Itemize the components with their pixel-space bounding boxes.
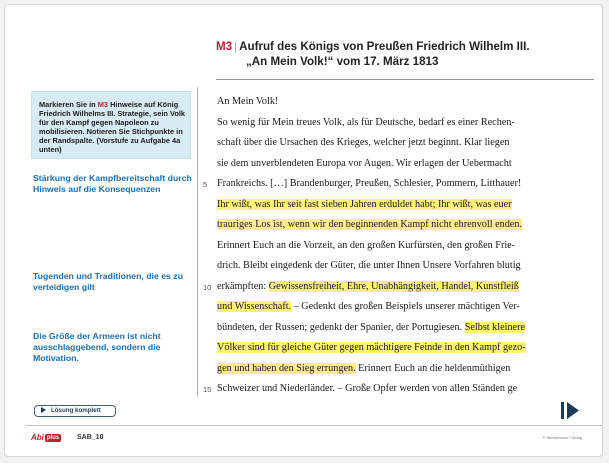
text-segment: Frankreichs. […] Brandenburger, Preußen, Schlesier, Pommern, Litthauer! — [217, 178, 522, 189]
logo-badge: plus — [46, 435, 60, 441]
text-segment: schaft über die Ursachen des Krieges, welcher jetzt beginnt. Klar liegen — [217, 137, 510, 148]
text-line — [217, 177, 521, 191]
worksheet-page — [4, 4, 603, 457]
sidebar-divider — [197, 87, 198, 397]
source-title — [216, 39, 586, 69]
task-text: Hinweise auf König Friedrich Wilhelms III. Strategie, sein Volk für den Kampf gegen Napoleon zu mobilisieren. Notieren Sie Stichpunkte in der Randspalte. (Vorstufe zu Aufgabe 4a unten) — [39, 100, 186, 154]
text-line — [217, 321, 525, 335]
text-segment: Erinnert Euch an die heldenmüthigen — [355, 362, 511, 374]
text-line — [217, 116, 515, 130]
text-segment: erkämpften: — [217, 280, 269, 292]
task-prefix: Markieren Sie in — [39, 100, 98, 109]
text-line — [217, 95, 278, 109]
text-segment: bündeten, der Russen; gedenkt der Spanier, der Portugiesen. — [217, 321, 465, 333]
title-divider — [216, 79, 594, 80]
highlighted-text: Selbst kleinere — [464, 321, 525, 333]
title-separator: | — [234, 40, 238, 53]
text-line — [217, 218, 522, 232]
line-number: 15 — [203, 385, 212, 394]
footer-divider — [25, 425, 603, 426]
title-line-2: „An Mein Volk!“ vom 17. März 1813 — [246, 55, 439, 68]
solution-button[interactable] — [34, 405, 116, 417]
task-box — [31, 91, 191, 159]
text-line — [217, 362, 510, 376]
text-line — [217, 157, 512, 171]
margin-note-3: Die Größe der Armeen ist nicht ausschlaggebend, sondern die Motivation. — [33, 331, 161, 363]
line-number: 10 — [203, 282, 212, 292]
title-line-1: Aufruf des Königs von Preußen Friedrich Wilhelm III. — [239, 40, 530, 53]
highlighted-text: Völker sind für gleiche Güter gegen mächtigere Feinde in den Kampf gezo- — [217, 342, 526, 353]
text-segment: sie dem unverblendeten Europa vor Augen. Wir erlagen der Uebermacht — [217, 157, 512, 169]
text-line — [217, 382, 517, 396]
text-line — [217, 136, 510, 150]
text-segment: Erinnert Euch an die Vorzeit, an den großen Kurfürsten, den großen Frie- — [217, 239, 516, 251]
line-number: 5 — [203, 180, 208, 189]
worksheet-code: SAB_10 — [77, 434, 104, 441]
logo-text: Abi — [31, 433, 44, 442]
highlighted-text: und Wissenschaft. — [217, 301, 292, 312]
text-segment: So wenig für Mein treues Volk, als für Deutsche, bedarf es einer Rechen- — [217, 116, 515, 128]
text-line — [217, 239, 515, 253]
text-segment: – Gedenkt des großen Beispiels unserer mächtigen Ver- — [291, 301, 520, 312]
text-line — [217, 341, 526, 355]
solution-button-label: Lösung komplett — [51, 407, 101, 414]
text-segment: drich. Bleibt eingedenk der Güter, die unter Ihnen Unsere Vorfahren blutig — [217, 260, 521, 271]
highlighted-text: trauriges Los ist, wenn wir den beginnenden Kampf nicht ehrenvoll enden. — [217, 219, 522, 230]
text-segment: An Mein Volk! — [217, 96, 279, 107]
highlighted-text: Ihr wißt, was Ihr seit fast sieben Jahren erduldet habt; Ihr wißt, was euer — [217, 198, 512, 210]
margin-note-1: Stärkung der Kampfbereitschaft durch Hinweis auf die Konsequenzen — [33, 173, 192, 194]
text-line — [217, 280, 519, 294]
task-label: M3 — [97, 100, 109, 109]
source-label: M3 — [216, 40, 233, 53]
highlighted-text: Gewissensfreiheit, Ehre, Unabhängigkeit, Handel, Kunstfleiß — [268, 280, 519, 292]
next-arrow-icon[interactable] — [561, 402, 579, 419]
publisher-logo — [31, 432, 61, 443]
text-line — [217, 259, 521, 273]
text-line — [217, 198, 512, 212]
margin-note-2: Tugenden und Traditionen, die es zu verteidigen gilt — [33, 271, 183, 292]
text-segment: Schweizer und Niederländer. – Große Opfer werden von allen Ständen ge — [217, 383, 518, 394]
text-line — [217, 300, 520, 314]
copyright-note: © Westermann / Verlag — [542, 436, 582, 440]
play-triangle-icon — [41, 407, 46, 413]
highlighted-text: gen und haben den Sieg errungen. — [217, 362, 356, 374]
